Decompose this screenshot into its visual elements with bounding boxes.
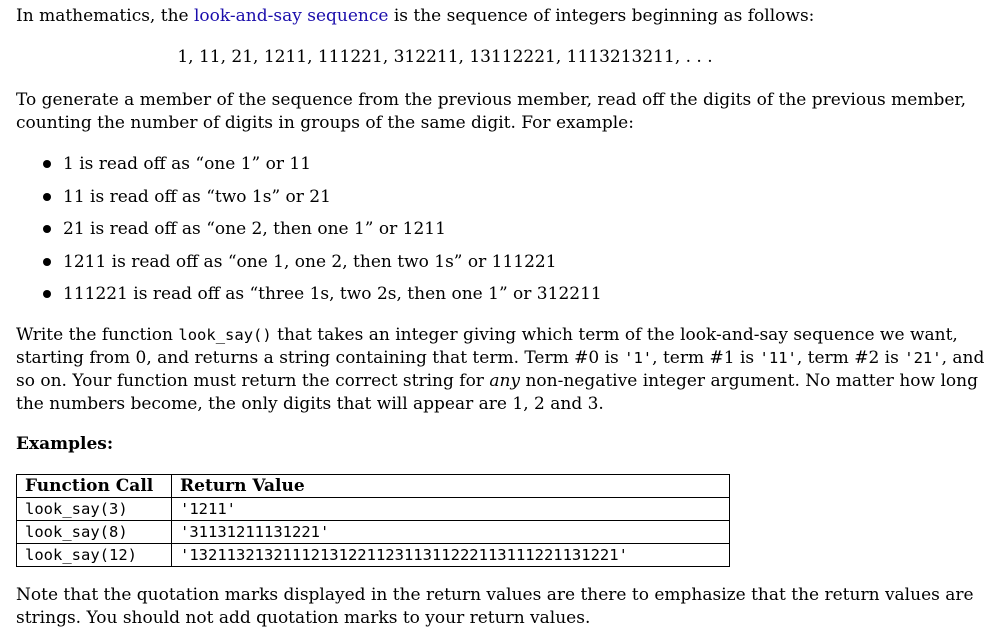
return-value-cell: '1211' xyxy=(172,498,730,521)
write-text: , term #1 is xyxy=(652,348,760,368)
write-text: Write the function xyxy=(16,325,179,345)
write-text: that takes an integer giving which term of the look-and-say sequence we want, xyxy=(271,325,958,345)
emphasis-any: any xyxy=(489,371,521,391)
table-header-row xyxy=(17,475,730,498)
generate-line-1: To generate a member of the sequence from the previous member, read off the digits of the previous member, xyxy=(16,90,967,110)
example-bullet-list xyxy=(40,148,602,311)
sequence-display: 1, 11, 21, 1211, 111221, 312211, 13112221, 1113213211, . . . xyxy=(177,47,713,67)
write-line-3 xyxy=(16,370,978,393)
examples-heading: Examples: xyxy=(16,434,114,454)
return-value-cell: '1321132132111213122112311311222113111221131221' xyxy=(172,544,730,567)
list-item: 21 is read off as “one 2, then one 1” or 1211 xyxy=(40,213,602,246)
table-row xyxy=(17,544,730,567)
table-row xyxy=(17,498,730,521)
list-item: 111221 is read off as “three 1s, two 2s, then one 1” or 312211 xyxy=(40,278,602,311)
note-paragraph xyxy=(16,584,974,630)
list-item: 1 is read off as “one 1” or 11 xyxy=(40,148,602,181)
write-text: starting from 0, and returns a string containing that term. Term #0 is xyxy=(16,348,625,368)
write-text: so on. Your function must return the correct string for xyxy=(16,371,490,391)
function-call-cell: look_say(12) xyxy=(17,544,172,567)
intro-suffix: is the sequence of integers beginning as follows: xyxy=(388,6,815,26)
function-call-cell: look_say(3) xyxy=(17,498,172,521)
write-function-paragraph xyxy=(16,324,984,416)
write-text: , term #2 is xyxy=(796,348,905,368)
look-and-say-link[interactable]: look-and-say sequence xyxy=(194,6,389,26)
term-1-value: '11' xyxy=(759,349,797,367)
table-row xyxy=(17,521,730,544)
list-item: 11 is read off as “two 1s” or 21 xyxy=(40,181,602,214)
term-0-value: '1' xyxy=(624,349,653,367)
function-name: look_say() xyxy=(178,326,272,344)
function-call-cell: look_say(8) xyxy=(17,521,172,544)
list-item: 1211 is read off as “one 1, one 2, then two 1s” or 111221 xyxy=(40,246,602,279)
write-line-4: the numbers become, the only digits that will appear are 1, 2 and 3. xyxy=(16,394,604,414)
write-text: non-negative integer argument. No matter how long xyxy=(520,371,978,391)
note-line-1: Note that the quotation marks displayed in the return values are there to emphasize that the return values are xyxy=(16,585,974,605)
write-text: , and xyxy=(941,348,984,368)
write-line-1 xyxy=(16,324,958,347)
generate-line-2: counting the number of digits in groups of the same digit. For example: xyxy=(16,113,634,133)
write-line-2 xyxy=(16,347,984,370)
examples-table xyxy=(16,474,730,567)
intro-paragraph xyxy=(16,6,896,26)
intro-prefix: In mathematics, the xyxy=(16,6,194,26)
term-2-value: '21' xyxy=(904,349,942,367)
generate-paragraph xyxy=(16,89,967,135)
note-line-2: strings. You should not add quotation marks to your return values. xyxy=(16,608,591,628)
return-value-cell: '31131211131221' xyxy=(172,521,730,544)
column-header-function-call: Function Call xyxy=(17,475,172,498)
column-header-return-value: Return Value xyxy=(172,475,730,498)
